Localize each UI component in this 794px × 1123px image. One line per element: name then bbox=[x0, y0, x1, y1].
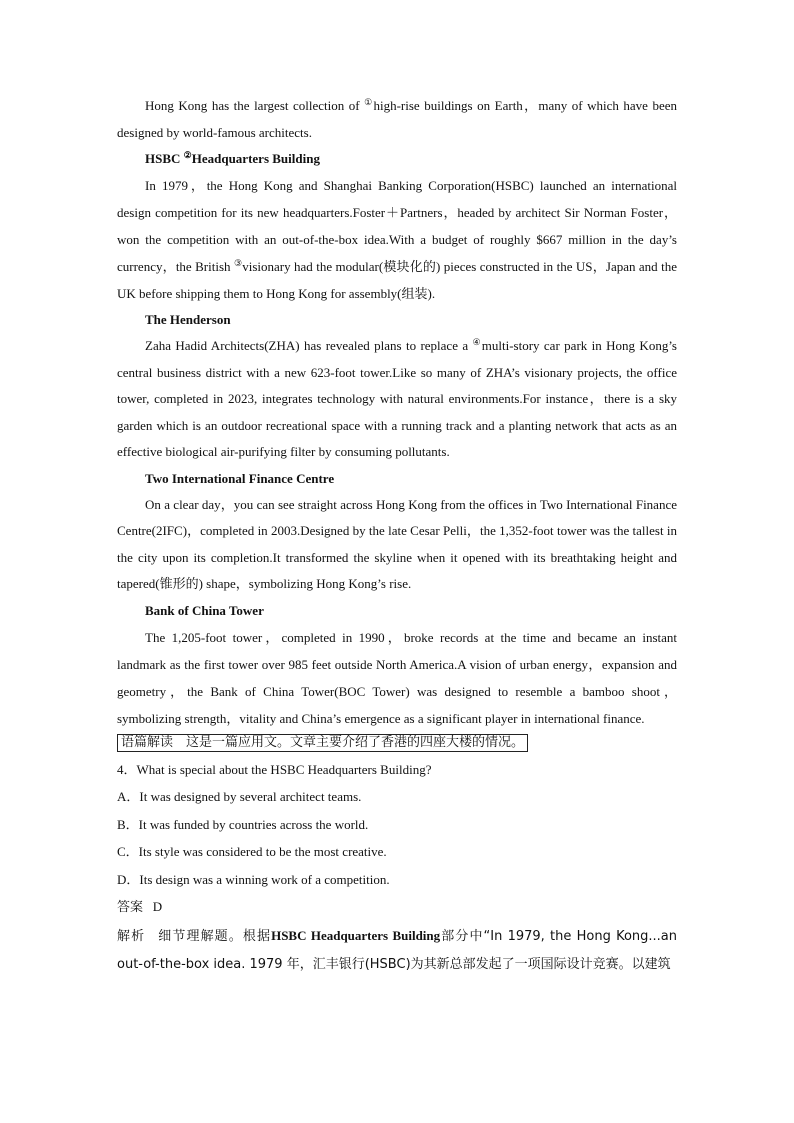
intro-paragraph: Hong Kong has the largest collection of ①high-rise buildings on Earth，many of which have been designed by world-famous architects. bbox=[117, 97, 677, 140]
answer-label: 答案 bbox=[117, 900, 144, 915]
explanation-paragraph: 解析 细节理解题。根据HSBC Headquarters Building部分中“In 1979, the Hong Kong...an out-of-the-box idea. 1979 年，汇丰银行(HSBC)为其新总部发起了一项国际设计竞赛。以建筑 bbox=[117, 927, 677, 972]
answer-value: D bbox=[152, 899, 163, 914]
option-d: D．Its design was a winning work of a competition. bbox=[117, 871, 390, 887]
annotation-mark-3: ③ bbox=[233, 258, 243, 268]
question-stem: 4．What is special about the HSBC Headquarters Building? bbox=[117, 761, 432, 777]
annotation-mark-4: ④ bbox=[472, 337, 482, 347]
discourse-analysis-box: 语篇解读 这是一篇应用文。文章主要介绍了香港的四座大楼的情况。 bbox=[117, 734, 528, 752]
option-b: B．It was funded by countries across the world. bbox=[117, 816, 369, 832]
hsbc-paragraph: In 1979，the Hong Kong and Shanghai Banking Corporation(HSBC) launched an international design competition for its new headquarters.Foster＋Partners，headed by architect Sir Norman Foster，won the competition with an out-of-the-box idea.With a budget of roughly $667 million in the day’s currency，the British ③visionary had the modular(模块化的) pieces constructed in the US，Japan and the UK before shipping them to Hong Kong for assembly(组装). bbox=[117, 178, 677, 301]
option-c: C．Its style was considered to be the most creative. bbox=[117, 844, 387, 859]
answer-line bbox=[117, 893, 677, 922]
section-heading-ifc: Two International Finance Centre bbox=[145, 470, 335, 486]
ifc-paragraph: On a clear day，you can see straight across Hong Kong from the offices in Two International Finance Centre(2IFC)，completed in 2003.Designed by the late Cesar Pelli，the 1,352-foot tower was the tallest in the city upon its completion.It transformed the skyline when it opened with its breathtaking height and tapered(锥形的) shape，symbolizing Hong Kong’s rise. bbox=[117, 496, 677, 591]
option-a: A．It was designed by several architect teams. bbox=[117, 789, 362, 804]
section-heading-hsbc: HSBC ②Headquarters Building bbox=[145, 150, 320, 166]
section-heading-boc: Bank of China Tower bbox=[145, 602, 264, 618]
henderson-paragraph: Zaha Hadid Architects(ZHA) has revealed plans to replace a ④multi-story car park in Hong Kong’s central business district with a new 623-foot tower.Like so many of ZHA’s visionary projects, the office tower, completed in 2023, integrates technology with natural environments.For instance，there is a sky garden which is an outdoor recreational space with a running track and a planting network that acts as an effective biological air-purifying filter by consuming pollutants. bbox=[117, 337, 677, 459]
document-page bbox=[117, 92, 677, 978]
boc-paragraph: The 1,205-foot tower，completed in 1990，broke records at the time and became an instant landmark as the first tower over 985 feet outside North America.A vision of urban energy，expansion and geometry，the Bank of China Tower(BOC Tower) was designed to resemble a bamboo shoot，symbolizing strength，vitality and China’s emergence as a significant player in international finance. bbox=[117, 629, 677, 726]
explanation-keyword: HSBC Headquarters Building bbox=[271, 927, 441, 943]
annotation-mark-1: ① bbox=[364, 97, 374, 107]
explanation-label: 解析 bbox=[117, 928, 146, 944]
annotation-mark-2: ② bbox=[183, 150, 192, 160]
section-heading-henderson: The Henderson bbox=[145, 312, 231, 327]
